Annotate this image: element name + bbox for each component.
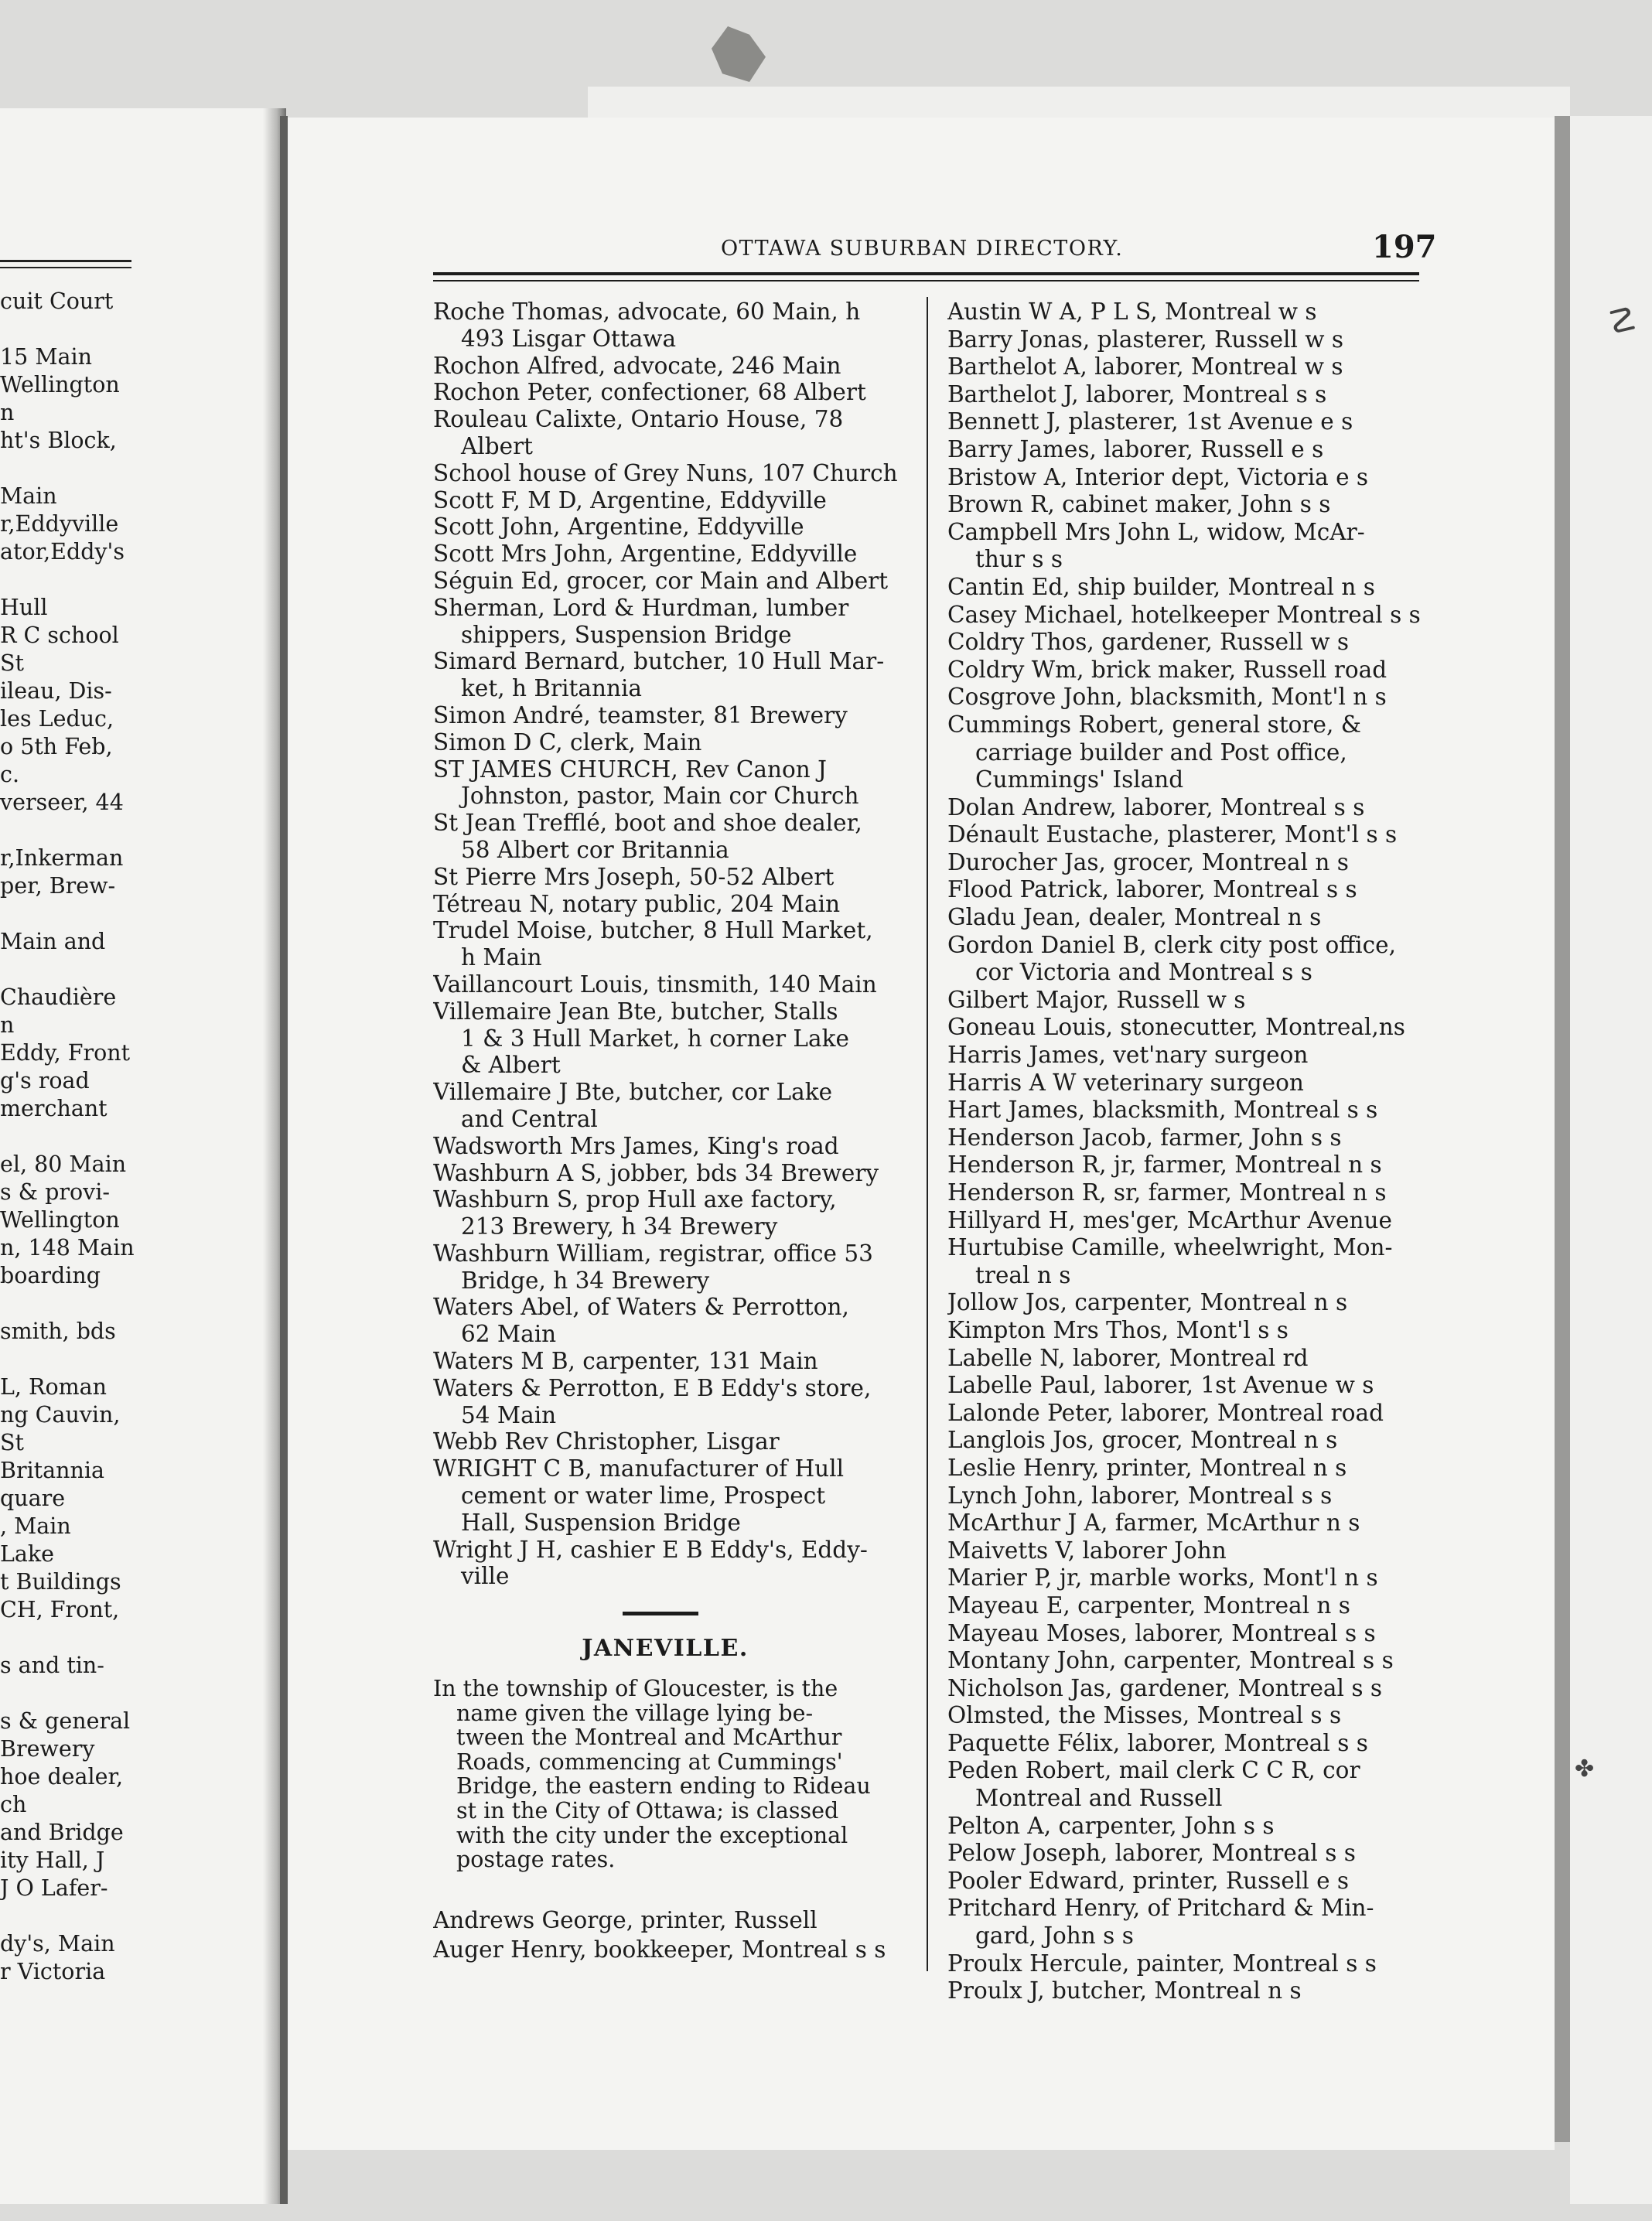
directory-entry: Séguin Ed, grocer, cor Main and Albert: [433, 567, 889, 594]
directory-entry: Lynch John, laborer, Montreal s s: [947, 1482, 1333, 1509]
directory-entry-continuation: 493 Lisgar Ottawa: [461, 325, 677, 352]
directory-entry: Roche Thomas, advocate, 60 Main, h: [433, 299, 861, 325]
left-page-fragment: r Victoria: [0, 1959, 106, 1984]
left-page-fragment: [0, 900, 267, 928]
left-page-fragment: R C school: [0, 623, 119, 648]
left-page-fragment: ator,Eddy's: [0, 539, 125, 565]
directory-entry: ST JAMES CHURCH, Rev Canon J: [433, 756, 827, 783]
scanner-right-edge: [1570, 116, 1652, 2204]
left-page-header-rule: [0, 260, 131, 268]
left-page-fragment: [0, 956, 267, 984]
left-page-fragment: Brewery: [0, 1736, 95, 1762]
directory-entry: Lalonde Peter, laborer, Montreal road: [947, 1399, 1384, 1426]
directory-entry: Coldry Wm, brick maker, Russell road: [947, 656, 1387, 683]
left-page-fragment: [0, 1346, 267, 1373]
directory-entry: Bristow A, Interior dept, Victoria e s: [947, 463, 1369, 490]
directory-entry: Flood Patrick, laborer, Montreal s s: [947, 876, 1357, 903]
directory-entry: Hillyard H, mes'ger, McArthur Avenue: [947, 1206, 1392, 1233]
left-page-fragment: s and tin-: [0, 1653, 104, 1678]
directory-entry: Bennett J, plasterer, 1st Avenue e s: [947, 408, 1353, 435]
left-page-fragment: boarding: [0, 1263, 101, 1288]
directory-entry-continuation: Hall, Suspension Bridge: [461, 1509, 741, 1536]
left-page-fragment: dy's, Main: [0, 1931, 115, 1957]
directory-entry: Pelow Joseph, laborer, Montreal s s: [947, 1840, 1356, 1867]
directory-entry: Gordon Daniel B, clerk city post office,: [947, 931, 1396, 958]
directory-column-1: [433, 299, 909, 1590]
left-page-fragment: Eddy, Front: [0, 1040, 131, 1066]
directory-entry: Langlois Jos, grocer, Montreal n s: [947, 1427, 1338, 1454]
section-heading: JANEVILLE.: [582, 1635, 749, 1662]
directory-entry: Goneau Louis, stonecutter, Montreal,ns: [947, 1014, 1405, 1041]
directory-entry: Sherman, Lord & Hurdman, lumber: [433, 594, 849, 621]
directory-entry-continuation: Johnston, pastor, Main cor Church: [461, 783, 859, 810]
left-page-fragment: g's road: [0, 1068, 90, 1093]
left-page-fragment: c.: [0, 762, 20, 787]
directory-entry-continuation: and Central: [461, 1105, 598, 1132]
directory-entry-continuation: 62 Main: [461, 1321, 557, 1348]
section-description: [433, 1677, 897, 1872]
left-page-fragment: Britannia: [0, 1458, 104, 1483]
directory-entry: Labelle Paul, laborer, 1st Avenue w s: [947, 1372, 1374, 1399]
left-page-fragment: r,Eddyville: [0, 511, 119, 537]
left-page-fragment: [0, 1902, 267, 1930]
directory-entry: Barthelot J, laborer, Montreal s s: [947, 380, 1327, 408]
left-page-fragment: 15 Main: [0, 344, 92, 370]
directory-entry: Washburn William, registrar, office 53: [433, 1240, 873, 1267]
directory-entry: Scott Mrs John, Argentine, Eddyville: [433, 541, 858, 568]
directory-entry-continuation: h Main: [461, 944, 542, 971]
directory-entry: Waters & Perrotton, E B Eddy's store,: [433, 1374, 872, 1401]
directory-entry: Scott F, M D, Argentine, Eddyville: [433, 486, 827, 513]
directory-entry: Washburn S, prop Hull axe factory,: [433, 1186, 837, 1213]
directory-entry: Trudel Moise, butcher, 8 Hull Market,: [433, 917, 873, 944]
directory-entry: Campbell Mrs John L, widow, McAr-: [947, 518, 1365, 545]
left-page-fragment: St: [0, 650, 24, 676]
directory-entry: Rochon Peter, confectioner, 68 Albert: [433, 379, 866, 406]
left-page-fragment: o 5th Feb,: [0, 734, 113, 759]
left-page-fragment: n: [0, 400, 15, 425]
directory-entry: Cosgrove John, blacksmith, Mont'l n s: [947, 684, 1387, 711]
left-page-fragment: n, 148 Main: [0, 1235, 135, 1261]
directory-entry: Vaillancourt Louis, tinsmith, 140 Main: [433, 971, 877, 998]
left-page-fragment: Chaudière: [0, 984, 117, 1010]
left-page-fragment: per, Brew-: [0, 873, 116, 899]
directory-entry: Brown R, cabinet maker, John s s: [947, 491, 1331, 518]
directory-entry: Harris A W veterinary surgeon: [947, 1069, 1304, 1096]
left-page-fragment: s & provi-: [0, 1179, 110, 1205]
section-separator: [623, 1612, 698, 1615]
header-rule-thin: [433, 280, 1419, 281]
directory-entry: Jollow Jos, carpenter, Montreal n s: [947, 1289, 1348, 1316]
page-header: [433, 229, 1437, 266]
directory-entry: Pelton A, carpenter, John s s: [947, 1812, 1275, 1839]
left-page-fragment: [0, 455, 267, 483]
directory-entry: Montany John, carpenter, Montreal s s: [947, 1647, 1394, 1674]
directory-entry-continuation: Bridge, h 34 Brewery: [461, 1267, 710, 1294]
section-entries: [433, 1905, 909, 1964]
left-page-fragment: St: [0, 1430, 24, 1455]
directory-entry: Gilbert Major, Russell w s: [947, 986, 1246, 1013]
directory-entry: St Jean Trefflé, boot and shoe dealer,: [433, 810, 862, 837]
directory-entry: Hart James, blacksmith, Montreal s s: [947, 1097, 1378, 1124]
directory-entry: Hurtubise Camille, wheelwright, Mon-: [947, 1234, 1393, 1261]
directory-entry-continuation: 1 & 3 Hull Market, h corner Lake: [461, 1025, 849, 1052]
directory-entry: Waters Abel, of Waters & Perrotton,: [433, 1294, 849, 1321]
directory-entry-continuation: Montreal and Russell: [975, 1785, 1223, 1812]
directory-entry-continuation: shippers, Suspension Bridge: [461, 621, 792, 648]
directory-entry: Simard Bernard, butcher, 10 Hull Mar-: [433, 648, 885, 675]
directory-entry-continuation: gard, John s s: [975, 1922, 1134, 1950]
header-rule: [433, 272, 1419, 280]
directory-entry-continuation: treal n s: [975, 1261, 1071, 1288]
left-page-fragment: hoe dealer,: [0, 1764, 124, 1789]
directory-entry: Henderson R, sr, farmer, Montreal n s: [947, 1179, 1387, 1206]
directory-entry: Webb Rev Christopher, Lisgar: [433, 1428, 780, 1455]
left-page-fragment: ng Cauvin,: [0, 1402, 121, 1428]
directory-entry: Pritchard Henry, of Pritchard & Min-: [947, 1895, 1374, 1922]
column-divider: [927, 297, 928, 1971]
directory-entry-continuation: Cummings' Island: [975, 766, 1184, 793]
left-page-fragment: [0, 1290, 267, 1318]
page-number: 197: [1372, 229, 1437, 265]
directory-entry: Villemaire J Bte, butcher, cor Lake: [433, 1079, 833, 1106]
left-page-fragment: Wellington: [0, 1207, 120, 1233]
directory-entry-continuation: ville: [461, 1563, 510, 1590]
directory-entry: Simon D C, clerk, Main: [433, 728, 702, 756]
directory-entry: Casey Michael, hotelkeeper Montreal s s: [947, 601, 1421, 628]
directory-entry: Villemaire Jean Bte, butcher, Stalls: [433, 998, 838, 1025]
left-page-fragment: [0, 817, 267, 844]
directory-entry: Barthelot A, laborer, Montreal w s: [947, 353, 1343, 380]
directory-entry: Barry James, laborer, Russell e s: [947, 435, 1324, 462]
directory-entry: Mayeau E, carpenter, Montreal n s: [947, 1592, 1350, 1619]
left-page-fragment: [0, 1624, 267, 1652]
paragraph-line: st in the City of Ottawa; is classed: [456, 1798, 839, 1824]
directory-entry: Washburn A S, jobber, bds 34 Brewery: [433, 1159, 879, 1186]
left-page-fragment: Main and: [0, 929, 106, 954]
edge-mark-top: ☡: [1607, 302, 1638, 341]
directory-entry: Gladu Jean, dealer, Montreal n s: [947, 904, 1322, 931]
directory-entry-continuation: 213 Brewery, h 34 Brewery: [461, 1213, 778, 1240]
left-page-fragment: t Buildings: [0, 1569, 121, 1595]
directory-entry: Mayeau Moses, laborer, Montreal s s: [947, 1619, 1376, 1646]
left-page-fragment: cuit Court: [0, 288, 114, 314]
directory-entry: Harris James, vet'nary surgeon: [947, 1042, 1309, 1069]
directory-entry: Scott John, Argentine, Eddyville: [433, 513, 804, 541]
left-page-fragment: merchant: [0, 1096, 108, 1121]
paragraph-line: tween the Montreal and McArthur: [456, 1725, 842, 1750]
paragraph-line: name given the village lying be-: [456, 1701, 814, 1726]
left-page-fragment: verseer, 44: [0, 790, 124, 815]
paragraph-line: Bridge, the eastern ending to Rideau: [456, 1774, 871, 1799]
directory-entry: Proulx Hercule, painter, Montreal s s: [947, 1950, 1377, 1977]
directory-entry: Coldry Thos, gardener, Russell w s: [947, 629, 1350, 656]
left-page-fragment: ity Hall, J: [0, 1847, 105, 1873]
left-page-fragment: quare: [0, 1486, 66, 1511]
directory-entry: Barry Jonas, plasterer, Russell w s: [947, 326, 1344, 353]
edge-mark-bottom: ✤: [1575, 1755, 1595, 1783]
left-page-fragment: Main: [0, 483, 57, 509]
left-page-fragment: [0, 1680, 267, 1708]
left-page-fragment: , Main: [0, 1513, 71, 1539]
directory-entry: Peden Robert, mail clerk C C R, cor: [947, 1757, 1360, 1784]
left-page-fragment: el, 80 Main: [0, 1151, 127, 1177]
directory-entry-continuation: ket, h Britannia: [461, 675, 642, 702]
left-page-fragment: CH, Front,: [0, 1597, 120, 1622]
directory-entry: Maivetts V, laborer John: [947, 1537, 1227, 1564]
directory-entry-continuation: 54 Main: [461, 1401, 557, 1428]
left-page-fragment: L, Roman: [0, 1374, 108, 1400]
left-page-fragment: and Bridge: [0, 1820, 124, 1845]
left-page-fragment: ileau, Dis-: [0, 678, 112, 704]
page-edge-shadow: [1555, 116, 1570, 2142]
directory-entry: Leslie Henry, printer, Montreal n s: [947, 1454, 1347, 1481]
directory-entry: Simon André, teamster, 81 Brewery: [433, 701, 848, 728]
directory-entry: Marier P, jr, marble works, Mont'l n s: [947, 1564, 1378, 1592]
directory-entry: Auger Henry, bookkeeper, Montreal s s: [433, 1936, 886, 1963]
left-page-fragment: Wellington: [0, 372, 120, 397]
paragraph-line: with the city under the exceptional: [456, 1823, 848, 1848]
left-page-fragment: Lake: [0, 1541, 55, 1567]
left-page-fragment: les Leduc,: [0, 706, 114, 732]
directory-entry: Henderson Jacob, farmer, John s s: [947, 1124, 1342, 1151]
left-page-fragment: Hull: [0, 595, 48, 620]
left-page-fragment: ht's Block,: [0, 428, 117, 453]
left-page-fragment: [0, 1123, 267, 1151]
left-page-fragments: [0, 288, 267, 1986]
directory-entry-continuation: 58 Albert cor Britannia: [461, 836, 729, 863]
directory-entry: Labelle N, laborer, Montreal rd: [947, 1344, 1309, 1371]
directory-entry: Cummings Robert, general store, &: [947, 711, 1362, 738]
directory-entry: Waters M B, carpenter, 131 Main: [433, 1348, 818, 1375]
directory-entry: St Pierre Mrs Joseph, 50-52 Albert: [433, 863, 835, 890]
directory-entry: Pooler Edward, printer, Russell e s: [947, 1867, 1350, 1894]
running-title: OTTAWA SUBURBAN DIRECTORY.: [721, 237, 1124, 261]
left-page-fragment: s & general: [0, 1708, 131, 1734]
directory-entry: Proulx J, butcher, Montreal n s: [947, 1977, 1302, 2004]
directory-entry: Austin W A, P L S, Montreal w s: [947, 299, 1317, 325]
directory-column-2: [947, 299, 1423, 2005]
directory-entry: Dénault Eustache, plasterer, Mont'l s s: [947, 821, 1398, 848]
paragraph-line: In the township of Gloucester, is the: [433, 1677, 838, 1701]
directory-entry: School house of Grey Nuns, 107 Church: [433, 459, 898, 486]
directory-entry-continuation: Albert: [461, 432, 534, 459]
directory-entry: Kimpton Mrs Thos, Mont'l s s: [947, 1316, 1288, 1343]
directory-entry: Olmsted, the Misses, Montreal s s: [947, 1702, 1342, 1729]
directory-entry: WRIGHT C B, manufacturer of Hull: [433, 1455, 845, 1482]
directory-entry-continuation: & Albert: [461, 1052, 561, 1079]
directory-entry: Wadsworth Mrs James, King's road: [433, 1132, 839, 1159]
paragraph-line: postage rates.: [456, 1847, 616, 1872]
directory-entry: Nicholson Jas, gardener, Montreal s s: [947, 1674, 1382, 1701]
left-page-fragment: smith, bds: [0, 1319, 116, 1344]
directory-entry: McArthur J A, farmer, McArthur n s: [947, 1510, 1360, 1537]
directory-entry-continuation: thur s s: [975, 546, 1063, 573]
book-gutter-shadow: [280, 116, 288, 2204]
directory-entry: Paquette Félix, laborer, Montreal s s: [947, 1729, 1368, 1756]
directory-entry-continuation: cement or water lime, Prospect: [461, 1482, 826, 1510]
directory-entry: Dolan Andrew, laborer, Montreal s s: [947, 793, 1365, 821]
left-page-fragment: r,Inkerman: [0, 845, 124, 871]
left-page-fragment: ch: [0, 1792, 27, 1817]
paragraph-line: Roads, commencing at Cummings': [456, 1749, 843, 1775]
left-page-fragment: [0, 566, 267, 594]
directory-entry-continuation: cor Victoria and Montreal s s: [975, 959, 1312, 986]
directory-entry: Andrews George, printer, Russell: [433, 1907, 817, 1933]
left-page-fragment: J O Lafer-: [0, 1875, 108, 1901]
directory-entry: Durocher Jas, grocer, Montreal n s: [947, 848, 1349, 875]
directory-entry: Cantin Ed, ship builder, Montreal n s: [947, 573, 1375, 600]
directory-entry: Wright J H, cashier E B Eddy's, Eddy-: [433, 1536, 868, 1563]
directory-entry-continuation: carriage builder and Post office,: [975, 739, 1347, 766]
left-page-fragment: [0, 316, 267, 343]
left-page-fragment: n: [0, 1012, 15, 1038]
directory-entry: Rouleau Calixte, Ontario House, 78: [433, 406, 844, 433]
directory-entry: Henderson R, jr, farmer, Montreal n s: [947, 1151, 1382, 1179]
directory-entry: Tétreau N, notary public, 204 Main: [433, 890, 841, 917]
directory-entry: Rochon Alfred, advocate, 246 Main: [433, 352, 841, 379]
